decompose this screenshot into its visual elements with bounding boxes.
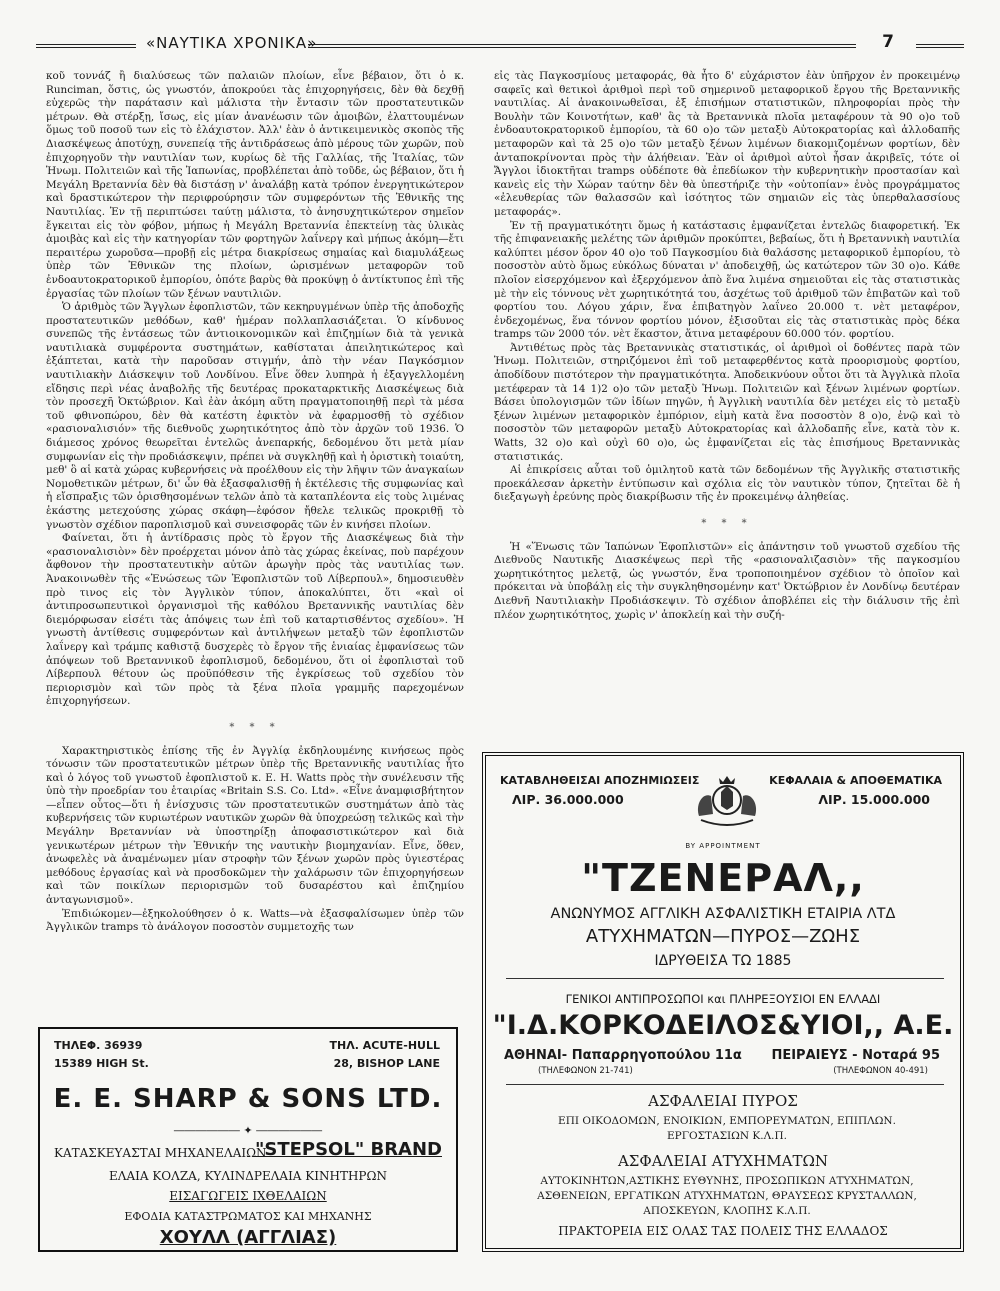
fire-title: ΑΣΦΑΛΕΙΑΙ ΠΥΡΟΣ [648, 1092, 798, 1110]
section-separator: * * * [229, 721, 281, 733]
fire-text: ΕΠΙ ΟΙΚΟΔΟΜΩΝ, ΕΝΟΙΚΙΩΝ, ΕΜΠΟΡΕΥΜΑΤΩΝ, ΕΠΙΠΛΩΝ. ΕΡΓΟΣΤΑΣΙΩΝ Κ.Λ.Π. [558, 1115, 896, 1142]
ad-street-address: 15389 HIGH St. [54, 1057, 149, 1070]
claims-label: ΚΑΤΑΒΛΗΘΕΙΣΑΙ ΑΠΟΖΗΜΙΩΣΕΙΣ [500, 774, 700, 787]
ad-oils: ΕΛΑΙΑ ΚΟΛΖΑ, ΚΥΛΙΝΔΡΕΛΑΙΑ ΚΙΝΗΤΗΡΩΝ [109, 1169, 387, 1183]
ad-imports: ΕΙΣΑΓΩΓΕΙΣ ΙΧΘΕΛΑΙΩΝ [169, 1189, 327, 1203]
ad-supplies: ΕΦΟΔΙΑ ΚΑΤΑΣΤΡΩΜΑΤΟΣ ΚΑΙ ΜΗΧΑΝΗΣ [124, 1210, 372, 1223]
ad-lane-address: 28, BISHOP LANE [333, 1057, 440, 1070]
ad-general-insurance [482, 752, 964, 1252]
paragraph: Ἀντιθέτως πρὸς τὰς Βρεταννικὰς στατιστικάς, οἱ ἀριθμοὶ οἱ δοθέντες παρὰ τῶν Ἡνωμ. Πολιτειῶν, στηριζόμενοι ἐπὶ τοῦ μεταφερθέντος κατὰ προορισμοὺς φορτίου, ἀποδίδουν πιστότερον τὴν πραγματικότητα. Ἀποδεικνύουν οὗτοι ὅτι τὰ Ἀγγλικὰ πλοῖα μετέφεραν τὰ 14 1)2 ο)ο τῶν μεταξὺ Ἡνωμ. Πολιτειῶν καὶ ξένων λιμένων φορτίων. Βάσει ὑπολογισμῶν τῶν ἰδίων πηγῶν, ἡ Ἀγγλικὴ ναυτιλία δὲν μετέχει εἰς τὸ μεταξὺ ξένων λιμένων μεταφορικὸν ἐμπόριον, εἰμὴ κατὰ ἕνα ποσοστὸν 8 ο)ο, ἐνῷ καὶ τὸ ποσοστὸν τῶν μεταφορῶν μεταξὺ Αὐτοκρατορίας καὶ ἀλλοδαπῆς εἶνε, κατὰ τὸν κ. Watts, 32 ο)ο καὶ οὐχὶ 60 ο)ο, ὡς ἐμφανίζεται εἰς τὰς ἐπισήμους Βρεταννικὰς στατιστικάς. [494, 341, 960, 463]
ad-city: ΧΟΥΛΛ (ΑΓΓΛΙΑΣ) [159, 1227, 337, 1248]
paragraph: Φαίνεται, ὅτι ἡ ἀντίδρασις πρὸς τὸ ἔργον τῆς Διασκέψεως διὰ τὴν «ρασιοναλισιὸν» δὲν προέρχεται μόνον ἀπὸ τὰς χώρας ἐκείνας, ποὺ παρέχουν ἄφθονον τὴν προστατευτικὴν αὐτῶν ἀρωγὴν πρὸς τὰς ναυτιλίας των. Ἀνακοινωθὲν τῆς «Ἑνώσεως τῶν Ἐφοπλιστῶν τοῦ Λίβερπουλ», δημοσιευθὲν πρὸ τινος εἰς τὸν Ἀγγλικὸν τύπον, ἀποκαλύπτει, ὅτι «καὶ οἱ ἀντιπροσωπευτικοὶ ὀργανισμοὶ τῆς καθόλου Βρεταννικῆς ναυτιλίας δὲν διεμόρφωσαν εἰσέτι τὰς ἀπόψεις των ἐπὶ τοῦ καταρτισθέντος σχεδίου». Ἡ γνωστὴ ἀντίθεσις συμφερόντων καὶ ἀντιλήψεων μεταξὺ τῶν ἐφοπλιστῶν λαΐνεργ καὶ τράμπς καθιστᾷ δυσχερὲς τὸ ἔργον τῆς ἑνιαίας ἐμφανίσεως τῶν ἀπόψεων τοῦ Βρεταννικοῦ ἐφοπλισμοῦ, δεδομένου, ὅτι οἱ ἐφοπλισταὶ τοῦ Λίβερπουλ θέτουν ὡς προϋπόθεσιν τῆς ἐγκρίσεως τοῦ σχεδίου τὸν περιορισμὸν καὶ τῶν πρὸς τὰ ξένα πλοῖα γραμμῆς παρεχομένων ἐπιχορηγήσεων. [46, 532, 464, 708]
header-rule-left [36, 44, 136, 48]
accident-text: ΑΥΤΟΚΙΝΗΤΩΝ,ΑΣΤΙΚΗΣ ΕΥΘΥΝΗΣ, ΠΡΟΣΩΠΙΚΩΝ ΑΤΥΧΗΜΑΤΩΝ, ΑΣΘΕΝΕΙΩΝ, ΕΡΓΑΤΙΚΩΝ ΑΤΥΧΗΜΑΤΩΝ, ΘΡΑΥΣΕΩΣ ΚΡΥΣΤΑΛΛΩΝ, ΑΠΟΣΚΕΥΩΝ, ΚΛΟΠΗΣ Κ.Λ.Π. [537, 1175, 917, 1217]
paragraph: Ἐν τῇ πραγματικότητι ὅμως ἡ κατάστασις ἐμφανίζεται ἐντελῶς διαφορετική. Ἐκ τῆς ἐπιφανειακῆς μελέτης τῶν ἀριθμῶν προκύπτει, βεβαίως, ὅτι ἡ Βρεταννικὴ ναυτιλία καλύπτει μέσον ὅρον 40 ο)ο τοῦ Παγκοσμίου διὰ θαλάσσης μεταφορικοῦ ἐμπορίου, τὸ ποσοστὸν αὐτὸ ὅμως εὐκόλως δύναται ν' ἀποδειχθῇ, ὡς κατώτερον τῶν 30 ο)ο. Κάθε πλοῖον εἰσερχόμενον καὶ ἐξερχόμενον ἀπὸ ἕνα λιμένα σημειοῦται εἰς τὰς στατιστικὰς μὲ τὴν εἰς τόννους νὲτ χωρητικότητά του, ἀσχέτως τοῦ ἀριθμοῦ τῶν ἐπιβατῶν καὶ τοῦ φορτίου του. Λόγου χάριν, ἕνα ἐπιβατηγὸν λαΐνεο 20.000 τ. νὲτ μεταφέρον, ἐνδεχομένως, ἕνα τόννον φορτίου μόνον, ἐξισοῦται εἰς τὰς στατιστικὰς πρὸς δέκα tramps τῶν 2000 τόν. νὲτ ἕκαστον, ἅτινα μεταφέρουν 60.000 τόν. φορτίου. [494, 219, 960, 341]
athens-address: ΑΘΗΝΑΙ- Παπαρρηγοπούλου 11α [504, 1048, 742, 1063]
athens-phone: (ΤΗΛΕΦΩΝΟΝ 21-741) [538, 1066, 633, 1076]
ad-sharp-and-sons [38, 1027, 458, 1252]
paragraph: Χαρακτηριστικὸς ἐπίσης τῆς ἐν Ἀγγλίᾳ ἐκδηλουμένης κινήσεως πρὸς τόνωσιν τῶν προστατευτικῶν μέτρων ὑπὲρ τῆς Βρεταννικῆς ναυτιλίας ἦτο καὶ ὁ λόγος τοῦ γνωστοῦ ἐφοπλιστοῦ κ. E. H. Watts πρὸς τὴν συνέλευσιν τῆς ὑπὸ τὴν προεδρίαν του ἑταιρίας «Britain S.S. Co. Ltd». «Εἶνε ἀναμφισβήτητον—εἶπεν οὗτος—ὅτι ἡ ἐνίσχυσις τῶν προστατευτικῶν συστημάτων ἀπὸ τὰς κυβερνήσεις τῶν κυριωτέρων ναυτικῶν χωρῶν θὰ ὑποχρεώσῃ τελικῶς καὶ τὴν Μεγάλην Βρεταννίαν νὰ ὑποστηρίξῃ ἀποφασιστικώτερον καὶ διὰ γενικωτέρων μέτρων τὴν Ἐθνικήν της ναυτικὴν βιομηχανίαν. Εἶνε, ὅθεν, ἀνωφελὲς νὰ ἀναμένωμεν μίαν στροφὴν τῶν ξένων χωρῶν πρὸς ὑγιεστέρας μεθόδους ἐργασίας καὶ νὰ προσδοκῶμεν τὴν χαλάρωσιν τῶν ἐπιχορηγήσεων καὶ τῶν ποικίλων περιορισμῶν τοῦ δυσαρέστου καὶ ἐπιζημίου ἀνταγωνισμοῦ». [46, 744, 464, 907]
piraeus-address: ΠΕΙΡΑΙΕΥΣ - Νοταρά 95 [771, 1048, 940, 1063]
company-line2: ΑΤΥΧΗΜΑΤΩΝ—ΠΥΡΟΣ—ΖΩΗΣ [585, 926, 861, 947]
ad-brand: "STEPSOL" BRAND [254, 1139, 442, 1160]
royal-crest-icon [691, 770, 763, 832]
accident-title: ΑΣΦΑΛΕΙΑΙ ΑΤΥΧΗΜΑΤΩΝ [617, 1152, 829, 1170]
header-rule-right [916, 44, 964, 48]
offices-line: ΠΡΑΚΤΟΡΕΙΑ ΕΙΣ ΟΛΑΣ ΤΑΣ ΠΟΛΕΙΣ ΤΗΣ ΕΛΛΑΔΟΣ [558, 1224, 888, 1238]
agent-name: "Ι.Δ.ΚΟΡΚΟΔΕΙΛΟΣ&ΥΙΟΙ,, Α.Ε. [492, 1010, 954, 1041]
running-header [36, 32, 964, 58]
paragraph: Ὁ ἀριθμὸς τῶν Ἄγγλων ἐφοπλιστῶν, τῶν κεκηρυγμένων ὑπὲρ τῆς ἀποδοχῆς προστατευτικῶν μεθόδων, καθ' ἡμέραν πολλαπλασιάζεται. Ὁ κίνδυνος συνεπῶς τῆς ἐντάσεως τῶν ἀντιοικονομικῶν καὶ ἐπιζημίων διὰ τὰ γενικὰ ναυτιλιακὰ συμφέροντα συστημάτων, καθίσταται ἀπειλητικώτερος καὶ ἐξάπτεται, κατὰ τὴν παροῦσαν στιγμήν, ἀπὸ τὴν νέαν Παγκόσμιον ναυτιλιακὴν Διάσκεψιν τοῦ Λονδίνου. Εἶνε ὅθεν λυπηρὰ ἡ ἐξαγγελλομένη εἴδησις περὶ νέας ἀναβολῆς τῆς δευτέρας προκαταρκτικῆς Διασκέψεως διὰ τὸν προσεχῆ Ὀκτώβριον. Καὶ ἐὰν ἀκόμη αὕτη πραγματοποιηθῇ περὶ τὰ μέσα τοῦ φθινοπώρου, δὲν θὰ κατέστη ἐφικτὸν νὰ ἐφαρμοσθῇ τὸ σχέδιον «ρασιοναλισιόν» τῆς διεθνοῦς χωρητικότητος ἀπὸ τὸν ἀρχῶν τοῦ 1936. Ὁ διάμεσος χρόνος θεωρεῖται ἐντελῶς ἀνεπαρκής, δεδομένου ὅτι μετὰ μίαν συμφωνίαν εἰς τὴν προδιάσκεψιν, πρέπει νὰ συγκληθῇ καὶ ἡ ὁριστικὴ τοιαύτη, μεθ' ὃ αἱ κατὰ χώρας κυβερνήσεις νὰ προέλθουν εἰς τὴν λῆψιν τῶν ἀναγκαίων Νομοθετικῶν μέτρων, δι' ὧν θὰ ἐξασφαλισθῇ ἡ ἐκτέλεσις τῆς συμφωνίας καὶ ἡ εἴσπραξις τῶν ὁρισθησομένων τελῶν ἀπὸ τὰ καταπλέοντα εἰς τοὺς λιμένας ἑκάστης μετεχούσης χώρας σκάφη—ἐφόσον ἤθελε τελικῶς προκριθῇ τὸ γνωστὸν σχέδιον παροπλισμοῦ καὶ συνεισφορᾶς τῶν ἐν κινήσει πλοίων. [46, 301, 464, 531]
ad-divider: ―――――― ✦ ―――――― [173, 1124, 323, 1137]
company-line1: ΑΝΩΝΥΜΟΣ ΑΓΓΛΙΚΗ ΑΣΦΑΛΙΣΤΙΚΗ ΕΤΑΙΡΙΑ ΛΤΔ [550, 906, 896, 922]
paragraph: κοῦ τοννάζ ἢ διαλύσεως τῶν παλαιῶν πλοίων, εἶνε βέβαιον, ὅτι ὁ κ. Runciman, ὅστις, ὡς γνωστόν, ἀποκρούει τὰς ἐπιχορηγήσεις, δὲν θὰ δεχθῇ εὐχερῶς τὴν παράτασιν καὶ μάλιστα τὴν ἔντασιν τῶν προστατευτικῶν μέτρων. Θὰ στέρξῃ, ἴσως, εἰς μίαν ἀνανέωσιν τῶν ἀμοιβῶν, ἐλαττουμένων ὅμως τοῦ ποσοῦ των εἰς τὸ ἐλάχιστον. Ἀλλ' ἐὰν ὁ ἀντικειμενικὸς σκοπὸς τῆς Διασκέψεως ἀποτύχῃ, συνεπείᾳ τῆς ἀντιδράσεως ἀπὸ μέρους τῶν χωρῶν, ποὺ ἐπιχορηγοῦν τὴν ναυτιλίαν των, κυρίως δὲ τῆς Γαλλίας, τῆς Ἰταλίας, τῶν Ἡνωμ. Πολιτειῶν καὶ τῆς Ἰαπωνίας, προβλέπεται ἀπὸ τοῦδε, ὡς βέβαιον, ὅτι ἡ Μεγάλη Βρεταννία δὲν θὰ διστάσῃ ν' ἀναλάβῃ κατὰ τρόπον ἐνεργητικώτερον καὶ δραστικώτερον τὴν περιφρούρησιν τῶν συμφερόντων τῆς Ἐθνικῆς της Ναυτιλίας. Ἐν τῇ περιπτώσει ταύτῃ μάλιστα, τὸ ἀνησυχητικώτερον σημεῖον ἔγκειται εἰς τὸν φόβον, μήπως ἡ Μεγάλη Βρεταννία ἐπεκτείνῃ τὰς ὑλικὰς ἀμοιβὰς καὶ εἰς τὴν κατηγορίαν τῶν φορτηγῶν λαΐνεργ καὶ μήπως ἀκόμη—ἔτι περαιτέρω χωροῦσα—προβῇ εἰς μέτρα διακρίσεως σημαίας καὶ διαμυλάξεως ὑπὲρ τῶν Ἐθνικῶν της πλοίων, ὡρισμένων μεταφορῶν τοῦ ἐνδοαυτοκρατορικοῦ ἐμπορίου, ὁπότε βαρὺς θὰ προκύψῃ ὁ ἀντίκτυπος ἐπὶ τῆς ἐργασίας τῶν πλοίων τῶν ξένων ναυτιλιῶν. [46, 70, 464, 300]
ad-telephone: ΤΗΛΕΦ. 36939 [54, 1039, 143, 1052]
page-number: 7 [882, 32, 894, 52]
company-name: "ΤΖΕΝΕΡΑΛ,, [581, 856, 865, 900]
ad-firm-name: E. E. SHARP & SONS LTD. [53, 1084, 443, 1114]
right-column [494, 70, 960, 622]
section-separator: * * * [701, 518, 753, 529]
claims-value: ΛΙΡ. 36.000.000 [512, 792, 624, 807]
founded-line: ΙΔΡΥΘΕΙΣΑ ΤΩ 1885 [654, 953, 792, 969]
journal-title: «ΝΑΥΤΙΚΑ ΧΡΟΝΙΚΑ» [146, 34, 318, 52]
paragraph: Ἐπιδιώκομεν—ἐξηκολούθησεν ὁ κ. Watts—νὰ ἐξασφαλίσωμεν ὑπὲρ τῶν Ἀγγλικῶν tramps τὸ ἀνάλογον ποσοστὸν συμμετοχῆς των [46, 907, 464, 934]
ad-telegraph: ΤΗΛ. ACUTE-HULL [329, 1039, 440, 1052]
paragraph: Αἱ ἐπικρίσεις αὗται τοῦ ὁμιλητοῦ κατὰ τῶν δεδομένων τῆς Ἀγγλικῆς στατιστικῆς προεκάλεσαν ἀρκετὴν ἐντύπωσιν καὶ σχόλια εἰς τὸν ναυτικὸν τύπον, ζητεῖται δὲ ἡ διεξαγωγὴ ἐρεύνης πρὸς διακρίβωσιν τῆς ἐν προκειμένῳ ἀληθείας. [494, 464, 960, 504]
paragraph: Ἡ «Ἕνωσις τῶν Ἰαπώνων Ἐφοπλιστῶν» εἰς ἀπάντησιν τοῦ γνωστοῦ σχεδίου τῆς Διεθνοῦς Ναυτικῆς Διασκέψεως περὶ τῆς «ρασιοναλιζασιὸν» τῆς παγκοσμίου χωρητικότητος μελετᾷ, ὡς γνωστόν, ἕνα τροποποιημένον σχέδιον τὸ ὁποῖον καὶ πρόκειται νὰ ὑποβάλῃ εἰς τὴν συγκληθησομένην κατ' Ὀκτώβριον ἐν Λονδίνῳ δευτέραν Διεθνῆ Ναυτιλιακὴν Προδιάσκεψιν. Τὸ σχέδιον ἀποβλέπει εἰς τὴν διάλυσιν τῆς ἐπὶ πλέον χωρητικότητος, χωρὶς ν' ἀποκλείῃ καὶ τὴν συζή- [494, 540, 960, 621]
divider [506, 1084, 944, 1085]
appointment-line: BY APPOINTMENT [685, 842, 761, 850]
header-rule-middle [308, 44, 856, 48]
capital-value: ΛΙΡ. 15.000.000 [818, 792, 930, 807]
capital-label: ΚΕΦΑΛΑΙΑ & ΑΠΟΘΕΜΑΤΙΚΑ [769, 774, 942, 787]
paragraph: εἰς τὰς Παγκοσμίους μεταφοράς, θὰ ἦτο δ' εὐχάριστον ἐὰν ὑπῆρχον ἐν προκειμένῳ σαφεῖς καὶ θετικοὶ ἀριθμοὶ περὶ τοῦ σημερινοῦ μεταφορικοῦ ἔργου τῆς Βρεταννικῆς ναυτιλίας. Αἱ ἀνακοινωθεῖσαι, ἐξ ἐπισήμων στατιστικῶν, πληροφορίαι πρὸς τὴν Βουλὴν τῶν Κοινοτήτων, καθ' ἃς τὰ Βρεταννικὰ πλοῖα μεταφέρουν τὰ 90 ο)ο τοῦ ἐνδοαυτοκρατορικοῦ ἐμπορίου, τὰ 60 ο)ο τῶν μεταξὺ Αὐτοκρατορίας καὶ ἀλλοδαπῆς μεταφορῶν καὶ τὰ 25 ο)ο τῶν μεταξὺ ξένων λιμένων διακομιζομένων φορτίων, δὲν ἀνταποκρίνονται πρὸς τὴν ἀλήθειαν. Ἐὰν οἱ ἀριθμοὶ αὐτοὶ ἦσαν ἀκριβεῖς, τότε οἱ Ἄγγλοι ἰδιοκτῆται tramps οὐδέποτε θὰ ἐπεδίωκον τὴν κυβερνητικὴν προστασίαν καὶ κανεὶς εἰς τὴν Χώραν ταύτην δὲν θὰ ὑπεστήριζε τὴν «οὐτοπίαν» ἑνὸς προγράμματος «ἐλευθερίας τῶν θαλασσῶν καὶ ἰσότητος τῶν σημαιῶν εἰς τὰς ὑπερθαλασσίους μεταφοράς». [494, 70, 960, 218]
divider [506, 978, 944, 979]
left-column [46, 70, 464, 935]
agents-line: ΓΕΝΙΚΟΙ ΑΝΤΙΠΡΟΣΩΠΟΙ και ΠΛΗΡΕΞΟΥΣΙΟΙ ΕΝ ΕΛΛΑΔΙ [565, 992, 881, 1006]
piraeus-phone: (ΤΗΛΕΦΩΝΟΝ 40-491) [833, 1066, 928, 1076]
ad-makers: ΚΑΤΑΣΚΕΥΑΣΤΑΙ ΜΗΧΑΝΕΛΑΙΩΝ [54, 1146, 267, 1160]
